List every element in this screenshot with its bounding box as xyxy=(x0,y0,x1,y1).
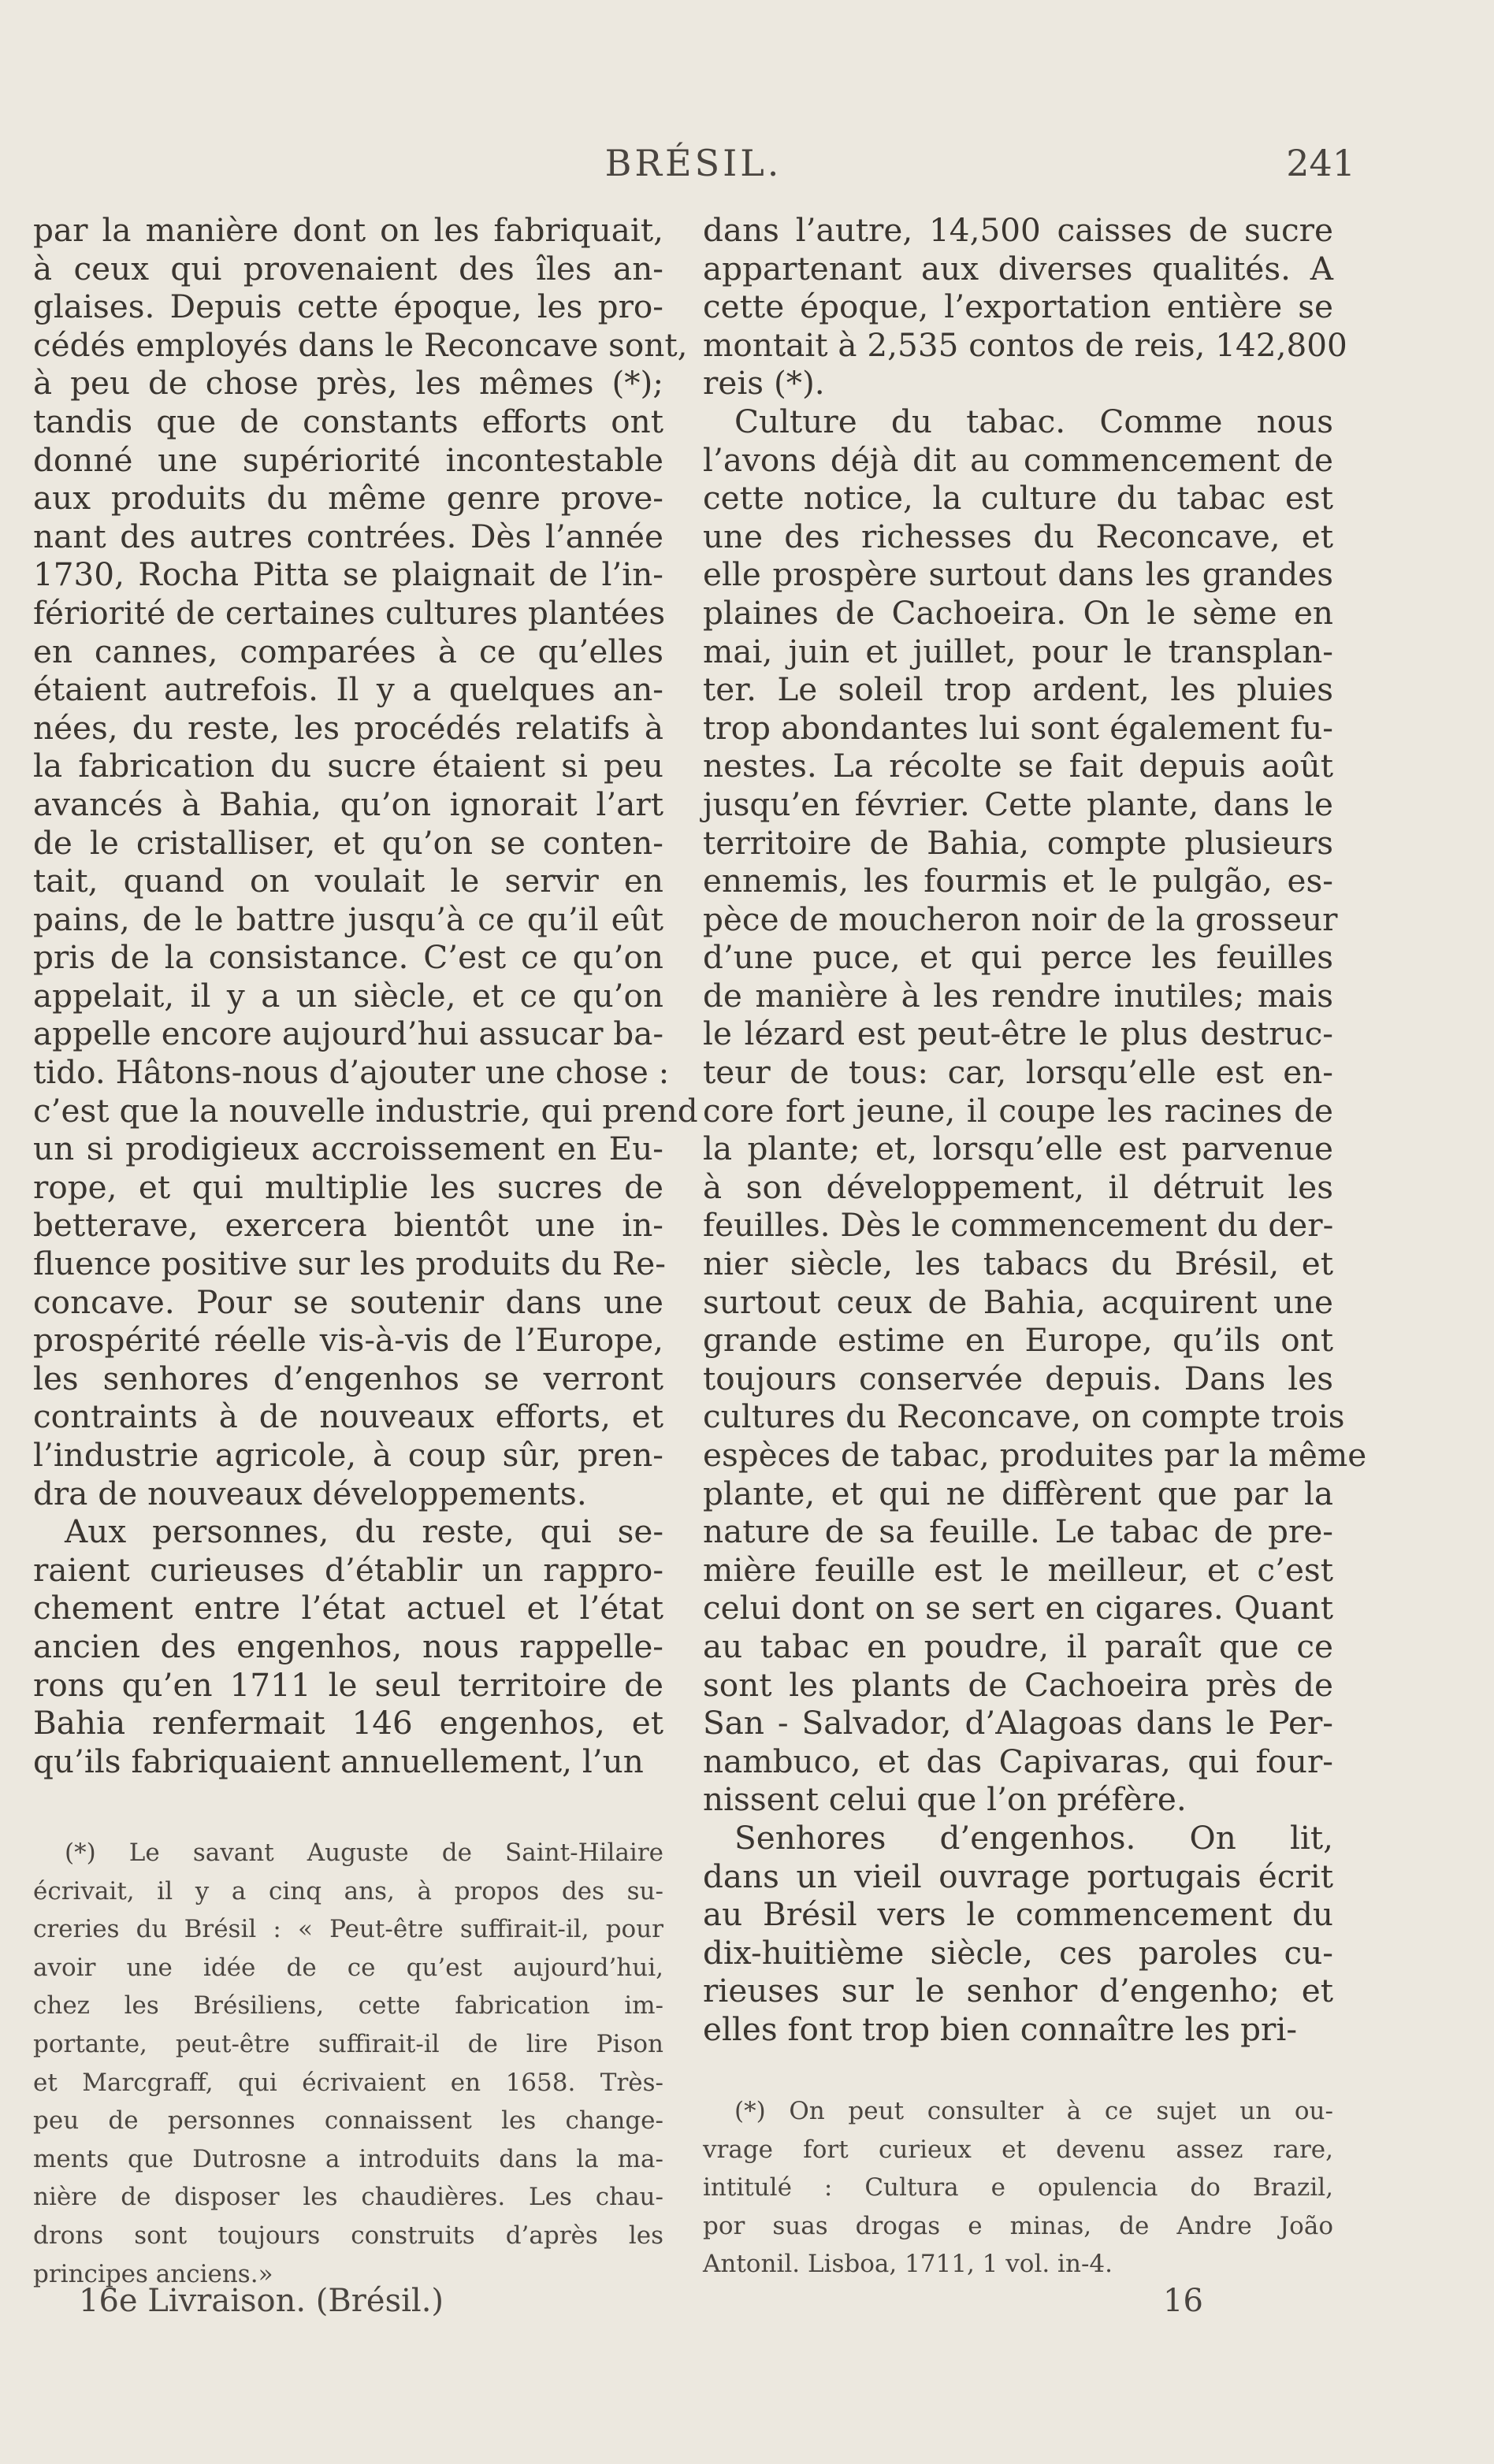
text-line: cette époque, l’exportation entière se xyxy=(703,288,1333,326)
text-line: glaises. Depuis cette époque, les pro- xyxy=(33,288,663,326)
text-line: l’industrie agricole, à coup sûr, pren- xyxy=(33,1436,663,1474)
text-line: cultures du Reconcave, on compte trois xyxy=(703,1397,1345,1436)
text-line: territoire de Bahia, compte plusieurs xyxy=(703,823,1333,862)
text-line: ments que Dutrosne a introduits dans la ma- xyxy=(33,2144,663,2173)
text-line: drons sont toujours construits d’après les xyxy=(33,2221,663,2250)
text-line: nestes. La récolte se fait depuis août xyxy=(703,747,1333,785)
text-line: nées, du reste, les procédés relatifs à xyxy=(33,708,663,747)
text-line: la fabrication du sucre étaient si peu xyxy=(33,747,663,785)
text-line: (*) On peut consulter à ce sujet un ou- xyxy=(734,2097,1333,2125)
text-line: plaines de Cachoeira. On le sème en xyxy=(703,593,1333,632)
text-line: reis (*). xyxy=(703,364,825,403)
text-line: montait à 2,535 contos de reis, 142,800 xyxy=(703,325,1347,364)
text-line: mière feuille est le meilleur, et c’est xyxy=(703,1550,1333,1589)
right-footnote xyxy=(703,2095,1333,2287)
text-line: cette notice, la culture du tabac est xyxy=(703,479,1333,518)
text-line: principes anciens.» xyxy=(33,2259,273,2288)
text-line: intitulé : Cultura e opulencia do Brazil, xyxy=(703,2173,1333,2202)
text-line: à son développement, il détruit les xyxy=(703,1167,1333,1206)
text-line: Antonil. Lisboa, 1711, 1 vol. in-4. xyxy=(703,2250,1113,2279)
text-line: tandis que de constants efforts ont xyxy=(33,402,663,440)
text-line: portante, peut-être suffirait-il de lire Pison xyxy=(33,2029,663,2058)
text-line: appartenant aux diverses qualités. A xyxy=(703,249,1333,288)
text-line: Aux personnes, du reste, qui se- xyxy=(65,1512,663,1551)
text-line: appelle encore aujourd’hui assucar ba- xyxy=(33,1015,664,1053)
text-line: ter. Le soleil trop ardent, les pluies xyxy=(703,670,1333,709)
text-line: Culture du tabac. Comme nous xyxy=(734,402,1333,440)
text-line: betterave, exercera bientôt une in- xyxy=(33,1206,663,1245)
text-line: por suas drogas e minas, de Andre João xyxy=(703,2211,1333,2240)
text-line: nambuco, et das Capivaras, qui four- xyxy=(703,1742,1333,1780)
text-line: San - Salvador, d’Alagoas dans le Per- xyxy=(703,1704,1333,1742)
text-line: au tabac en poudre, il paraît que ce xyxy=(703,1627,1333,1665)
page-number: 241 xyxy=(1286,142,1355,184)
text-line: de manière à les rendre inutiles; mais xyxy=(703,976,1333,1015)
text-line: dix-huitième siècle, ces paroles cu- xyxy=(703,1933,1333,1972)
text-line: aux produits du même genre prove- xyxy=(33,479,663,518)
text-line: la plante; et, lorsqu’elle est parvenue xyxy=(703,1130,1333,1168)
text-line: rons qu’en 1711 le seul territoire de xyxy=(33,1665,663,1704)
text-line: sont les plants de Cachoeira près de xyxy=(703,1665,1333,1704)
text-line: creries du Brésil : « Peut-être suffirait-il, pour xyxy=(33,1915,663,1944)
text-line: une des richesses du Reconcave, et xyxy=(703,517,1333,555)
text-line: nissent celui que l’on préfère. xyxy=(703,1780,1187,1819)
text-line: vrage fort curieux et devenu assez rare, xyxy=(703,2135,1333,2164)
text-line: et Marcgraff, qui écrivaient en 1658. Très- xyxy=(33,2068,663,2097)
text-line: dra de nouveaux développements. xyxy=(33,1474,587,1512)
text-line: pèce de moucheron noir de la grosseur xyxy=(703,900,1338,938)
text-line: rope, et qui multiplie les sucres de xyxy=(33,1167,663,1206)
text-line: mai, juin et juillet, pour le transplan- xyxy=(703,632,1333,670)
text-line: étaient autrefois. Il y a quelques an- xyxy=(33,670,663,709)
signature-mark: 16 xyxy=(1163,2283,1203,2319)
text-line: nature de sa feuille. Le tabac de pre- xyxy=(703,1512,1333,1551)
text-line: nière de disposer les chaudières. Les chau- xyxy=(33,2183,663,2212)
text-line: jusqu’en février. Cette plante, dans le xyxy=(703,785,1333,823)
text-line: chement entre l’état actuel et l’état xyxy=(33,1589,663,1627)
text-line: donné une supériorité incontestable xyxy=(33,440,663,479)
text-line: d’une puce, et qui perce les feuilles xyxy=(703,938,1333,977)
text-line: tait, quand on voulait le servir en xyxy=(33,862,663,900)
text-line: au Brésil vers le commencement du xyxy=(703,1895,1333,1934)
text-line: de le cristalliser, et qu’on se conten- xyxy=(33,823,663,862)
text-line: avancés à Bahia, qu’on ignorait l’art xyxy=(33,785,663,823)
text-line: prospérité réelle vis-à-vis de l’Europe, xyxy=(33,1321,663,1360)
text-line: rieuses sur le senhor d’engenho; et xyxy=(703,1972,1333,2010)
text-line: feuilles. Dès le commencement du der- xyxy=(703,1206,1334,1245)
text-line: par la manière dont on les fabriquait, xyxy=(33,211,663,249)
text-line: trop abondantes lui sont également fu- xyxy=(703,708,1333,747)
text-line: ancien des engenhos, nous rappelle- xyxy=(33,1627,663,1665)
text-line: le lézard est peut-être le plus destruc- xyxy=(703,1015,1333,1053)
text-line: 1730, Rocha Pitta se plaignait de l’in- xyxy=(33,555,663,594)
text-line: core fort jeune, il coupe les racines de xyxy=(703,1091,1333,1130)
text-line: toujours conservée depuis. Dans les xyxy=(703,1359,1333,1397)
text-line: (*) Le savant Auguste de Saint-Hilaire xyxy=(65,1839,663,1867)
text-line: l’avons déjà dit au commencement de xyxy=(703,440,1333,479)
left-column xyxy=(33,211,698,1780)
text-line: chez les Brésiliens, cette fabrication im- xyxy=(33,1991,663,2021)
text-line: concave. Pour se soutenir dans une xyxy=(33,1282,663,1321)
text-line: ennemis, les fourmis et le pulgão, es- xyxy=(703,862,1333,900)
text-line: en cannes, comparées à ce qu’elles xyxy=(33,632,663,670)
text-line: Bahia renfermait 146 engenhos, et xyxy=(33,1704,663,1742)
text-line: dans un vieil ouvrage portugais écrit xyxy=(703,1857,1333,1895)
livraison-footer: 16e Livraison. (Brésil.) xyxy=(79,2283,444,2319)
text-line: nier siècle, les tabacs du Brésil, et xyxy=(703,1245,1333,1283)
text-line: espèces de tabac, produites par la même xyxy=(703,1436,1367,1474)
text-line: grande estime en Europe, qu’ils ont xyxy=(703,1321,1333,1360)
text-line: appelait, il y a un siècle, et ce qu’on xyxy=(33,976,663,1015)
text-line: dans l’autre, 14,500 caisses de sucre xyxy=(703,211,1333,249)
text-line: nant des autres contrées. Dès l’année xyxy=(33,517,663,555)
text-line: un si prodigieux accroissement en Eu- xyxy=(33,1130,663,1168)
text-line: fluence positive sur les produits du Re- xyxy=(33,1245,666,1283)
left-footnote xyxy=(33,1837,663,2296)
text-line: fériorité de certaines cultures plantées xyxy=(33,593,666,632)
text-line: plante, et qui ne diffèrent que par la xyxy=(703,1474,1333,1512)
right-column xyxy=(703,211,1367,2049)
text-line: cédés employés dans le Reconcave sont, xyxy=(33,325,688,364)
running-title: BRÉSIL. xyxy=(604,142,782,184)
text-line: elles font trop bien connaître les pri- xyxy=(703,2009,1298,2048)
running-header xyxy=(32,142,1355,189)
text-line: avoir une idée de ce qu’est aujourd’hui, xyxy=(33,1953,663,1982)
text-line: pains, de le battre jusqu’à ce qu’il eût xyxy=(33,900,663,938)
text-line: elle prospère surtout dans les grandes xyxy=(703,555,1333,594)
text-line: écrivait, il y a cinq ans, à propos des su- xyxy=(33,1876,663,1906)
text-line: contraints à de nouveaux efforts, et xyxy=(33,1397,663,1436)
text-line: les senhores d’engenhos se verront xyxy=(33,1359,663,1397)
text-line: qu’ils fabriquaient annuellement, l’un xyxy=(33,1742,644,1780)
text-line: teur de tous: car, lorsqu’elle est en- xyxy=(703,1053,1333,1092)
text-line: surtout ceux de Bahia, acquirent une xyxy=(703,1282,1333,1321)
text-line: celui dont on se sert en cigares. Quant xyxy=(703,1589,1333,1627)
text-line: raient curieuses d’établir un rappro- xyxy=(33,1550,663,1589)
text-line: Senhores d’engenhos. On lit, xyxy=(734,1818,1333,1857)
text-line: à peu de chose près, les mêmes (*); xyxy=(33,364,663,403)
text-line: tido. Hâtons-nous d’ajouter une chose : xyxy=(33,1053,670,1092)
text-line: c’est que la nouvelle industrie, qui prend xyxy=(33,1091,698,1130)
text-line: pris de la consistance. C’est ce qu’on xyxy=(33,938,663,977)
text-line: peu de personnes connaissent les change- xyxy=(33,2106,663,2136)
text-line: à ceux qui provenaient des îles an- xyxy=(33,249,663,288)
